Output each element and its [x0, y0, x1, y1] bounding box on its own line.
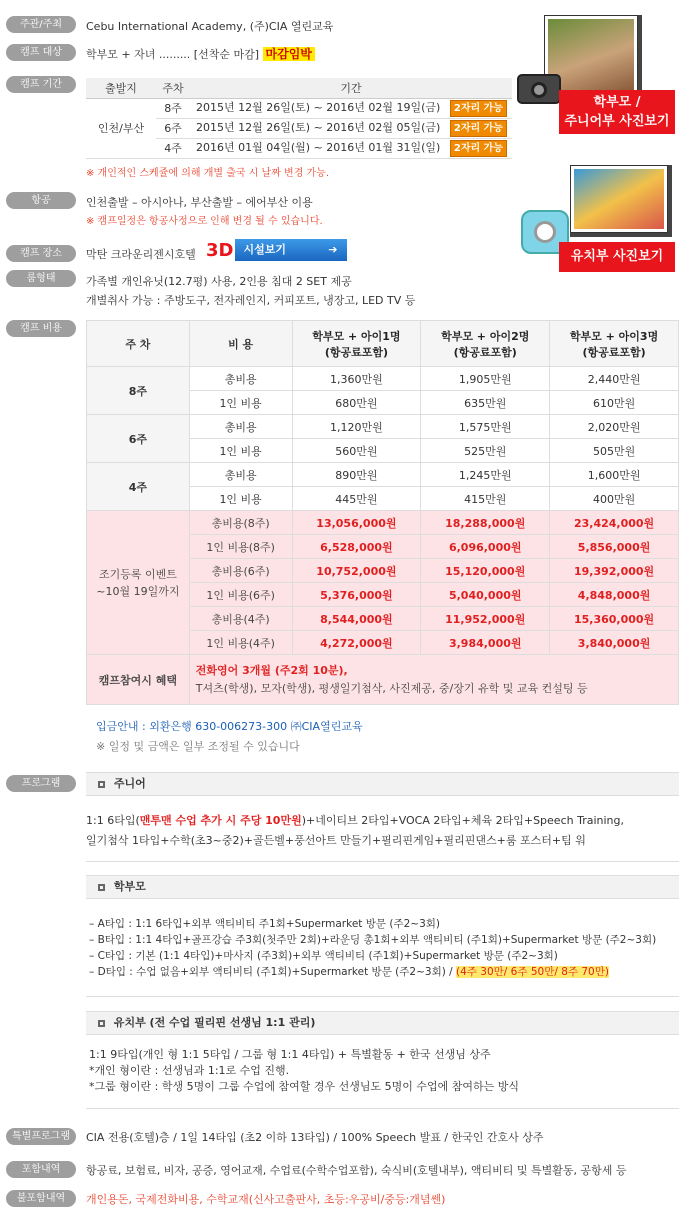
parent-line-c: – C타입 : 기본 (1:1 4타입)+마사지 (주3회)+외부 액티비티 (주1회)+Supermarket 방문 (주2~3회) [89, 950, 558, 962]
cost-header-child2: 학부모 + 아이2명 (항공료포함) [421, 321, 550, 367]
early-cell: 6,096,000원 [421, 535, 550, 559]
cost-cell: 총비용 [189, 415, 292, 439]
facility-button-label: 시설보기 [243, 243, 286, 256]
square-bullet-icon [98, 884, 105, 891]
early-cell: 10,752,000원 [292, 559, 421, 583]
early-cell: 1인 비용(4주) [189, 631, 292, 655]
period-origin: 인천/부산 [86, 98, 156, 158]
photo-junior-button[interactable]: 학부모 / 주니어부 사진보기 [559, 90, 675, 134]
seat-badge: 2자리 가능 [450, 100, 507, 117]
divider [86, 996, 679, 997]
arrow-right-icon: ➔ [328, 243, 338, 256]
cost-header-week: 주 차 [87, 321, 190, 367]
room-line-1: 가족별 개인유닛(12.7평) 사용, 2인용 침대 2 SET 제공 [86, 275, 352, 288]
cost-cell: 2,020만원 [550, 415, 679, 439]
early-cell: 11,952,000원 [421, 607, 550, 631]
cost-cell: 1,120만원 [292, 415, 421, 439]
period-note: ※ 개인적인 스케쥴에 의해 개별 출국 시 날짜 변경 가능. [86, 168, 330, 179]
period-table [86, 78, 512, 159]
label-venue: 캠프 장소 [6, 245, 76, 262]
cost-cell: 610만원 [550, 391, 679, 415]
photo-kinder-button[interactable]: 유치부 사진보기 [559, 242, 675, 272]
period-header-origin: 출발지 [86, 78, 156, 98]
label-excluded: 불포함내역 [6, 1190, 76, 1207]
parent-line-d [89, 964, 609, 979]
label-room: 룸형태 [6, 270, 76, 287]
early-cell: 총비용(4주) [189, 607, 292, 631]
period-dates: 2015년 12월 26일(토) ~ 2016년 02월 19일(금) [196, 101, 441, 114]
cost-cell: 1,575만원 [421, 415, 550, 439]
benefit-cell [189, 655, 678, 705]
parent-line-d-text: – D타입 : 수업 없음+외부 액티비티 (주1회)+Supermarket 방문 (주2~3회) / [89, 966, 457, 978]
junior-line-1 [86, 812, 624, 828]
deadline-badge: 마감임박 [263, 47, 315, 61]
early-cell: 15,120,000원 [421, 559, 550, 583]
period-dates: 2016년 01월 04일(월) ~ 2016년 01월 31일(일) [196, 141, 441, 154]
early-cell: 총비용(6주) [189, 559, 292, 583]
special-text: CIA 전용(호텔)층 / 1일 14타입 (초2 이하 13타입) / 100% Speech 발표 / 한국인 간호사 상주 [86, 1131, 544, 1144]
photo-junior-card[interactable] [515, 10, 685, 135]
program-kinder-title: 유치부 (전 수업 필리핀 선생님 1:1 관리) [113, 1016, 316, 1029]
junior-line-2: 일기첨삭 1타입+수학(초3~중2)+골든벨+풍선아트 만들기+필리핀게임+필리핀댄스+룸 포스터+팀 워 [86, 834, 586, 847]
cost-table [86, 320, 679, 705]
flight-text: 인천출발 – 아시아나, 부산출발 – 에어부산 이용 [86, 196, 313, 209]
included-text: 항공료, 보험료, 비자, 공증, 영어교재, 수업료(수학수업포함), 숙식비(호텔내부), 액티비티 및 특별활동, 공항세 등 [86, 1164, 627, 1177]
parent-line-d-highlight: (4주 30만/ 6주 50만/ 8주 70만) [456, 966, 609, 978]
cost-cell: 890만원 [292, 463, 421, 487]
cost-header-child3: 학부모 + 아이3명 (항공료포함) [550, 321, 679, 367]
label-special: 특별프로그램 [6, 1128, 76, 1145]
period-dates-row [190, 98, 512, 118]
early-cell: 3,984,000원 [421, 631, 550, 655]
program-junior-title: 주니어 [113, 777, 146, 790]
room-line-2: 개별취사 가능 : 주방도구, 전자레인지, 커피포트, 냉장고, LED TV 등 [86, 294, 416, 307]
early-cell: 1인 비용(8주) [189, 535, 292, 559]
parent-line-b: – B타입 : 1:1 4타입+골프강습 주3회(첫주만 2회)+라운딩 총1회+외부 액티비티 (주1회)+Supermarket 방문 (주2~3회) [89, 934, 657, 946]
label-target: 캠프 대상 [6, 44, 76, 61]
kinder-line-2: *개인 형이란 : 선생님과 1:1로 수업 진행. [89, 1064, 290, 1077]
flight-note: ※ 캠프일정은 항공사정으로 인해 변경 될 수 있습니다. [86, 216, 323, 227]
early-cell: 8,544,000원 [292, 607, 421, 631]
label-period: 캠프 기간 [6, 76, 76, 93]
parent-line-a: – A타입 : 1:1 6타입+외부 액티비티 주1회+Supermarket 방문 (주2~3회) [89, 918, 441, 930]
target-text: 학부모 + 자녀 ......... [선착순 마감] [86, 48, 260, 61]
kinder-line-1: 1:1 9타입(개인 형 1:1 5타입 / 그룹 형 1:1 4타입) + 특별활동 + 한국 선생님 상주 [89, 1048, 491, 1061]
early-cell: 19,392,000원 [550, 559, 679, 583]
junior-line-1-red: 맨투맨 수업 추가 시 주당 10만원 [139, 814, 302, 827]
early-cell: 5,376,000원 [292, 583, 421, 607]
program-parent-header [86, 875, 679, 899]
cost-week: 6주 [87, 415, 190, 463]
bank-text: 입금안내 : 외환은행 630-006273-300 ㈜CIA열린교육 [96, 720, 363, 733]
cost-cell: 총비용 [189, 367, 292, 391]
junior-line-1b: )+네이티브 2타입+VOCA 2타입+체육 2타입+Speech Training, [301, 814, 624, 827]
period-week: 4주 [156, 138, 190, 158]
cost-header-child1: 학부모 + 아이1명 (항공료포함) [292, 321, 421, 367]
divider [86, 861, 679, 862]
period-header-dates: 기간 [190, 78, 512, 98]
cost-cell: 1인 비용 [189, 487, 292, 511]
excluded-text: 개인용돈, 국제전화비용, 수학교재(신사고출판사, 초등:우공비/중등:개념쎈) [86, 1193, 446, 1206]
benefit-line-2: T셔츠(학생), 모자(학생), 평생일기첨삭, 사진제공, 중/장기 유학 및 교육 컨설팅 등 [195, 681, 588, 695]
facility-button[interactable] [235, 239, 347, 261]
cost-cell: 총비용 [189, 463, 292, 487]
cost-cell: 560만원 [292, 439, 421, 463]
square-bullet-icon [98, 1020, 105, 1027]
kinder-line-3: *그룹 형이란 : 학생 5명이 그룹 수업에 참여할 경우 선생님도 5명이 수업에 참여하는 방식 [89, 1080, 519, 1093]
early-cell: 4,848,000원 [550, 583, 679, 607]
early-cell: 23,424,000원 [550, 511, 679, 535]
label-host: 주관/주최 [6, 16, 76, 33]
benefit-label: 캠프참여시 혜택 [87, 655, 190, 705]
cost-cell: 2,440만원 [550, 367, 679, 391]
program-junior-header [86, 772, 679, 796]
program-kinder-header [86, 1011, 679, 1035]
label-included: 포함내역 [6, 1161, 76, 1178]
cost-cell: 1,905만원 [421, 367, 550, 391]
benefit-red: 전화영어 3개월 (주2회 10분), [195, 663, 348, 677]
cost-cell: 445만원 [292, 487, 421, 511]
label-cost: 캠프 비용 [6, 320, 76, 337]
early-cell: 3,840,000원 [550, 631, 679, 655]
early-cell: 총비용(8주) [189, 511, 292, 535]
period-week: 8주 [156, 98, 190, 118]
bank-note: ※ 일정 및 금액은 일부 조정될 수 있습니다 [96, 740, 300, 753]
early-cell: 15,360,000원 [550, 607, 679, 631]
square-bullet-icon [98, 781, 105, 788]
early-cell: 6,528,000원 [292, 535, 421, 559]
venue-text: 막탄 크라운리젠시호텔 [86, 248, 196, 261]
period-week: 6주 [156, 118, 190, 138]
photo-kinder-card[interactable] [515, 160, 685, 275]
cost-header-type: 비 용 [189, 321, 292, 367]
camera-icon [517, 74, 561, 104]
early-cell: 5,856,000원 [550, 535, 679, 559]
cost-cell: 400만원 [550, 487, 679, 511]
period-header-week: 주차 [156, 78, 190, 98]
cost-cell: 1,245만원 [421, 463, 550, 487]
early-cell: 5,040,000원 [421, 583, 550, 607]
period-dates: 2015년 12월 26일(토) ~ 2016년 02월 05일(금) [196, 121, 441, 134]
period-dates-row [190, 118, 512, 138]
cost-cell: 415만원 [421, 487, 550, 511]
cost-cell: 1,600만원 [550, 463, 679, 487]
label-program: 프로그램 [6, 775, 76, 792]
cost-cell: 1인 비용 [189, 391, 292, 415]
period-dates-row [190, 138, 512, 158]
cost-cell: 1,360만원 [292, 367, 421, 391]
cost-cell: 505만원 [550, 439, 679, 463]
early-cell: 4,272,000원 [292, 631, 421, 655]
early-cell: 1인 비용(6주) [189, 583, 292, 607]
3d-badge: 3D [206, 239, 234, 261]
seat-badge: 2자리 가능 [450, 140, 507, 157]
junior-line-1a: 1:1 6타입( [86, 814, 140, 827]
cost-week: 4주 [87, 463, 190, 511]
target-row [86, 45, 315, 62]
early-bird-label: 조기등록 이벤트 ~10월 19일까지 [87, 511, 190, 655]
cost-cell: 680만원 [292, 391, 421, 415]
cost-cell: 1인 비용 [189, 439, 292, 463]
early-cell: 13,056,000원 [292, 511, 421, 535]
host-text: Cebu International Academy, (주)CIA 열린교육 [86, 20, 334, 33]
early-cell: 18,288,000원 [421, 511, 550, 535]
cost-week: 8주 [87, 367, 190, 415]
cost-cell: 525만원 [421, 439, 550, 463]
program-parent-title: 학부모 [113, 880, 146, 893]
seat-badge: 2자리 가능 [450, 120, 507, 137]
cost-cell: 635만원 [421, 391, 550, 415]
divider [86, 1108, 679, 1109]
photo-kinder-thumb [571, 166, 667, 232]
label-flight: 항공 [6, 192, 76, 209]
venue-3d-button[interactable] [206, 237, 347, 263]
